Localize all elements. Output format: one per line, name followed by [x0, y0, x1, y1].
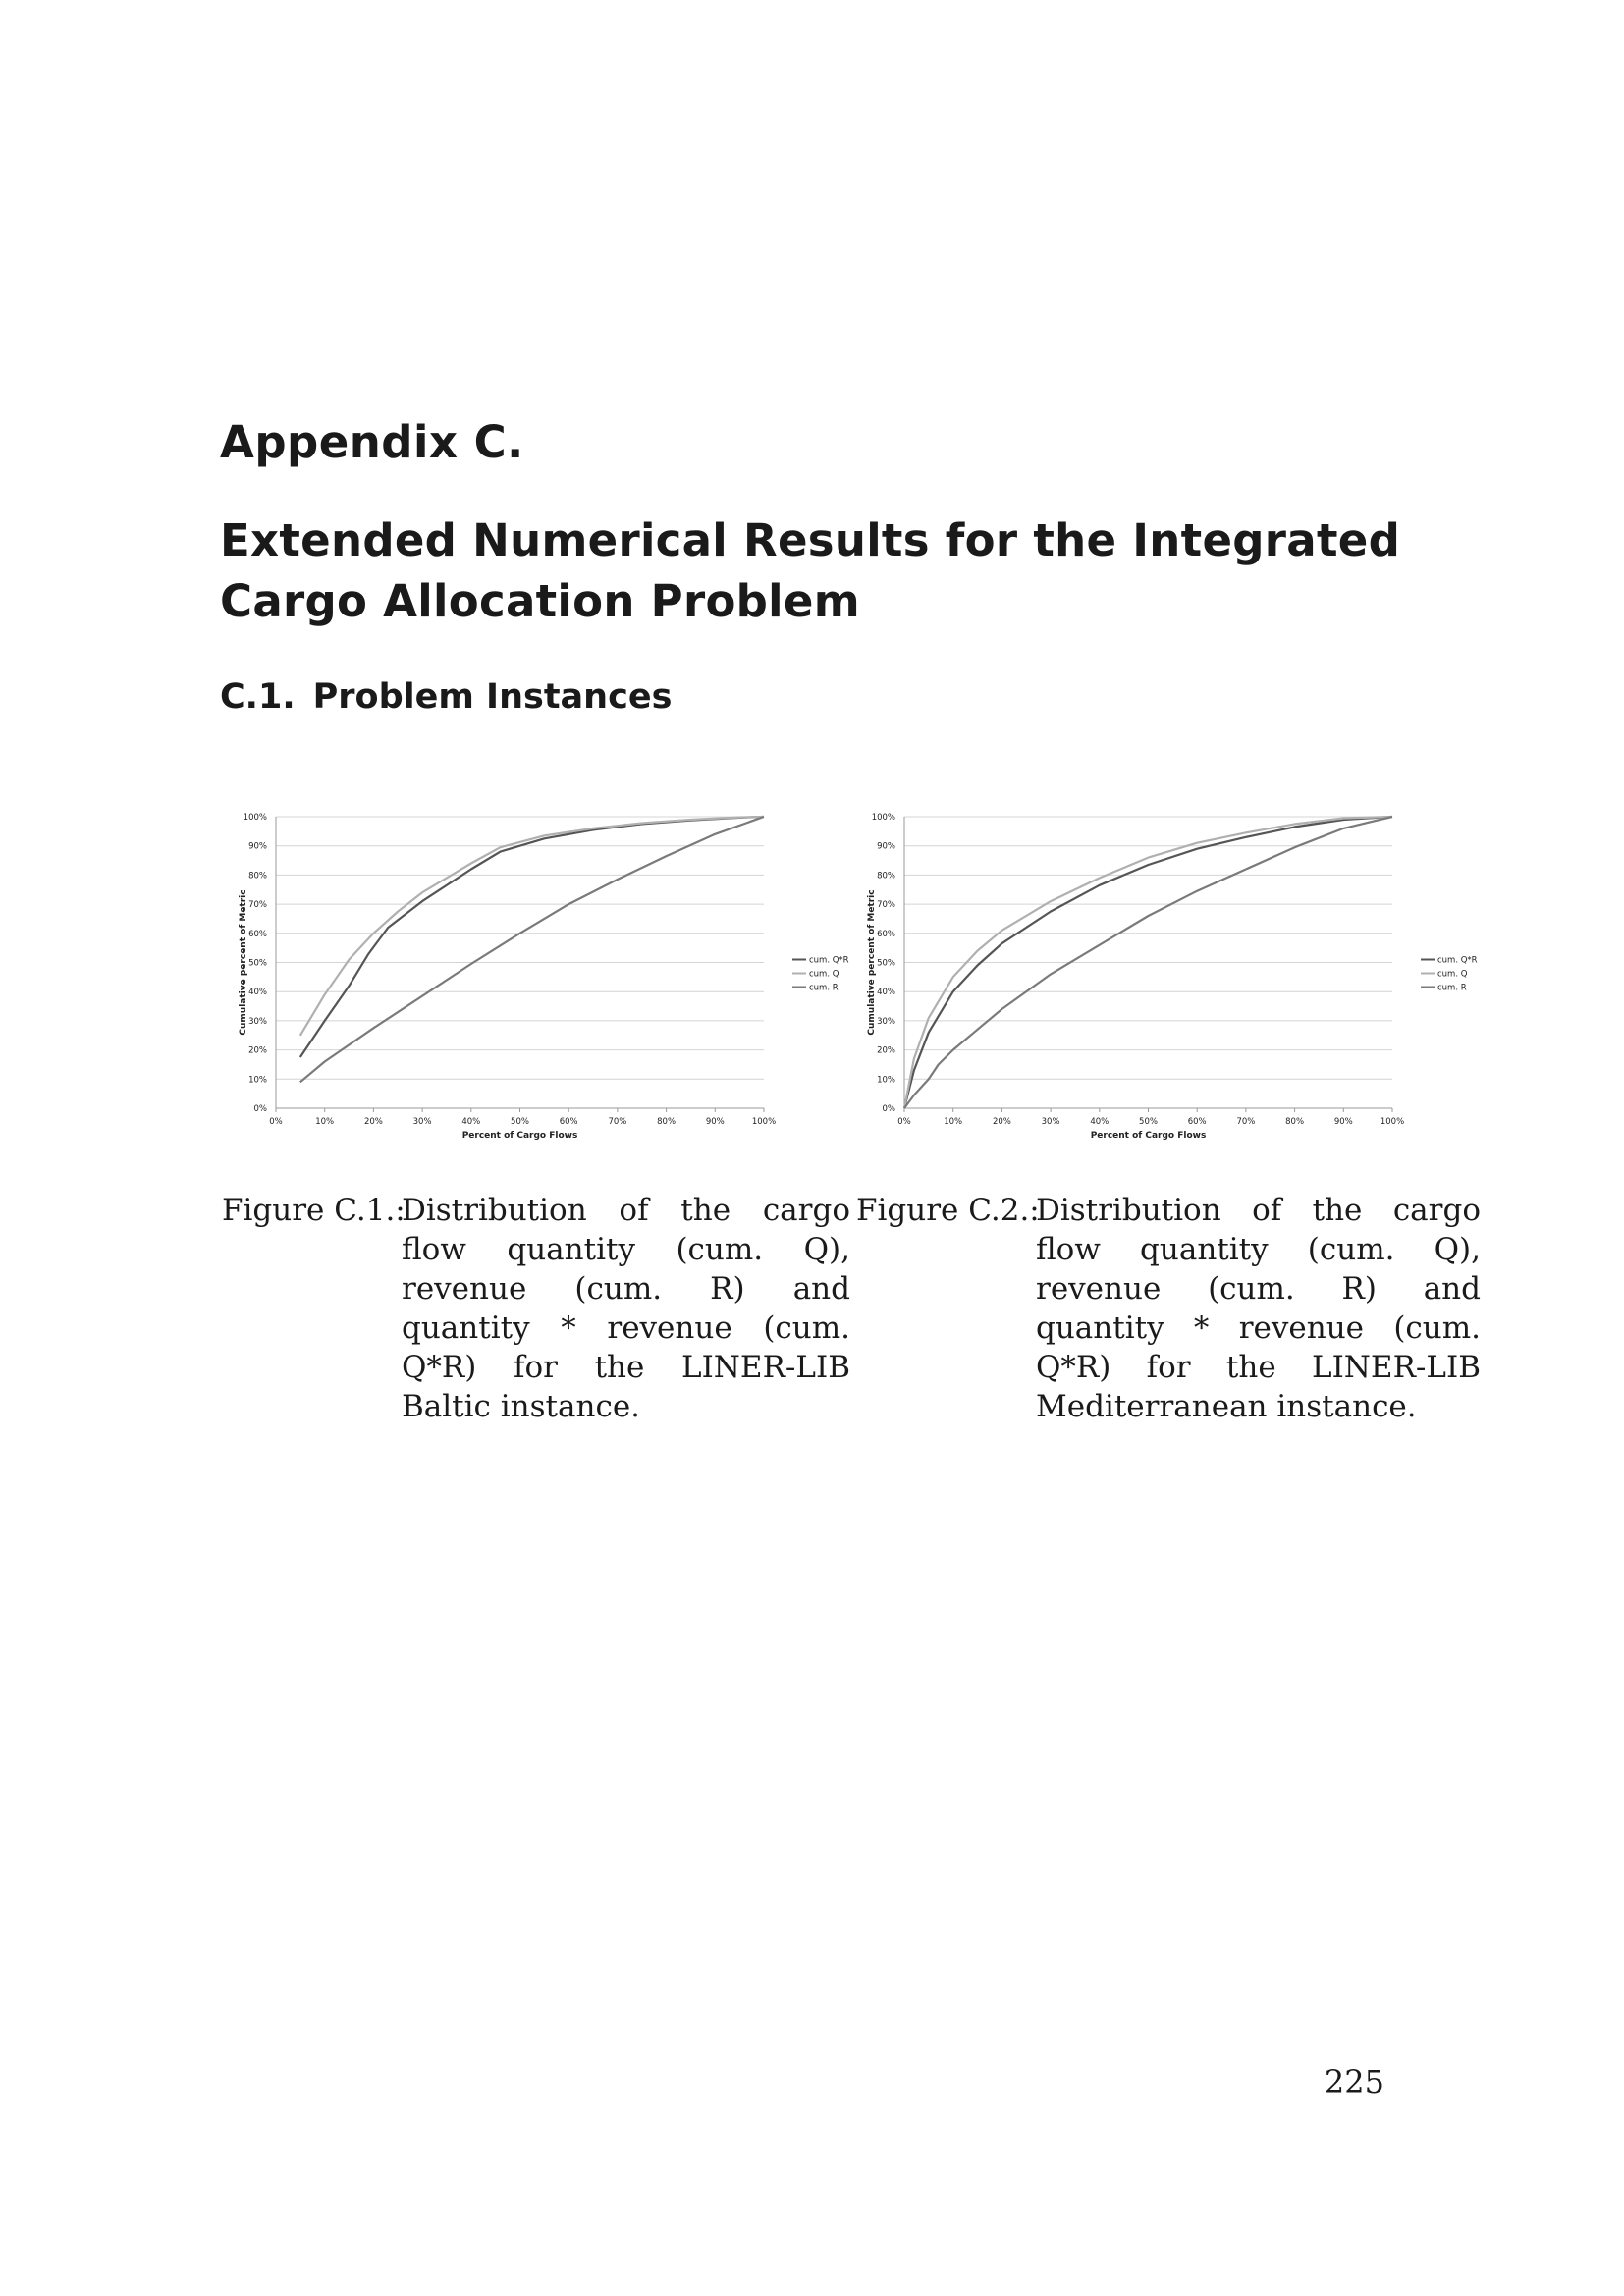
- y-tick-label: 50%: [877, 958, 895, 969]
- y-tick-label: 0%: [253, 1104, 267, 1114]
- y-tick-label: 90%: [877, 841, 895, 852]
- x-tick-label: 100%: [1380, 1117, 1405, 1127]
- x-tick-label: 0%: [269, 1117, 283, 1127]
- x-tick-label: 80%: [1285, 1117, 1305, 1127]
- y-tick-label: 100%: [243, 813, 267, 823]
- section-title: Problem Instances: [312, 677, 673, 717]
- legend-label: cum. Q: [1437, 969, 1468, 980]
- figure-c2-caption: [856, 1191, 1481, 1424]
- y-axis-title: Cumulative percent of Metric: [867, 889, 877, 1036]
- x-axis-title: Percent of Cargo Flows: [1090, 1131, 1207, 1141]
- legend-label: cum. Q*R: [809, 955, 849, 966]
- x-tick-label: 90%: [705, 1117, 725, 1127]
- x-tick-label: 80%: [657, 1117, 677, 1127]
- x-tick-label: 30%: [412, 1117, 432, 1127]
- figure-c1-chart: [232, 803, 850, 1158]
- figure-c1-label: Figure C.1.:: [222, 1193, 406, 1228]
- y-tick-label: 20%: [248, 1045, 267, 1056]
- figure-c2-label: Figure C.2.:: [856, 1193, 1040, 1228]
- x-tick-label: 10%: [315, 1117, 335, 1127]
- y-tick-label: 10%: [248, 1075, 267, 1086]
- y-tick-label: 60%: [248, 929, 267, 939]
- x-tick-label: 50%: [1139, 1117, 1158, 1127]
- x-axis-title: Percent of Cargo Flows: [461, 1131, 578, 1141]
- y-axis-title: Cumulative percent of Metric: [239, 889, 248, 1036]
- y-tick-label: 30%: [877, 1016, 895, 1027]
- figure-c2-chart: [860, 803, 1478, 1158]
- x-tick-label: 20%: [363, 1117, 383, 1127]
- x-tick-label: 0%: [897, 1117, 911, 1127]
- x-tick-label: 60%: [1187, 1117, 1207, 1127]
- y-tick-label: 80%: [877, 871, 895, 881]
- legend-label: cum. R: [809, 983, 839, 993]
- series-line: [300, 817, 764, 1082]
- y-tick-label: 40%: [877, 988, 895, 998]
- x-tick-label: 20%: [992, 1117, 1011, 1127]
- y-tick-label: 50%: [248, 958, 267, 969]
- x-tick-label: 70%: [1236, 1117, 1256, 1127]
- y-tick-label: 0%: [882, 1104, 895, 1114]
- x-tick-label: 60%: [559, 1117, 578, 1127]
- y-tick-label: 70%: [248, 900, 267, 911]
- x-tick-label: 50%: [511, 1117, 529, 1127]
- y-tick-label: 30%: [248, 1016, 267, 1027]
- x-tick-label: 10%: [944, 1117, 963, 1127]
- y-tick-label: 40%: [248, 988, 267, 998]
- y-tick-label: 80%: [248, 871, 267, 881]
- x-tick-label: 40%: [1090, 1117, 1110, 1127]
- x-tick-label: 70%: [608, 1117, 627, 1127]
- x-tick-label: 100%: [751, 1117, 777, 1127]
- x-tick-label: 90%: [1333, 1117, 1353, 1127]
- appendix-heading: Appendix C.: [220, 416, 524, 468]
- section-number: C.1.: [220, 677, 296, 717]
- page-number: 225: [1324, 2063, 1384, 2101]
- figure-c1-caption-text: Distribution of the cargo flow quantity (cum. Q), revenue (cum. R) and quantity * revenue (cum. Q*R) for the LINER-LIB Baltic instance.: [402, 1193, 850, 1424]
- chart-c1-svg: [232, 803, 850, 1158]
- y-tick-label: 20%: [877, 1045, 895, 1056]
- y-tick-label: 70%: [877, 900, 895, 911]
- legend-label: cum. Q: [809, 969, 839, 980]
- y-tick-label: 10%: [877, 1075, 895, 1086]
- chapter-title: Extended Numerical Results for the Integrated Cargo Allocation Problem: [220, 514, 1401, 627]
- legend-label: cum. R: [1437, 983, 1467, 993]
- y-tick-label: 100%: [871, 813, 895, 823]
- y-tick-label: 60%: [877, 929, 895, 939]
- x-tick-label: 40%: [461, 1117, 481, 1127]
- y-tick-label: 90%: [248, 841, 267, 852]
- figure-c1-caption: [222, 1191, 850, 1424]
- chart-c2-svg: [860, 803, 1478, 1158]
- x-tick-label: 30%: [1041, 1117, 1060, 1127]
- section-heading: [220, 677, 672, 717]
- figure-c2-caption-text: Distribution of the cargo flow quantity (cum. Q), revenue (cum. R) and quantity * revenue (cum. Q*R) for the LINER-LIB Mediterranean instance.: [1036, 1193, 1481, 1424]
- legend-label: cum. Q*R: [1437, 955, 1478, 966]
